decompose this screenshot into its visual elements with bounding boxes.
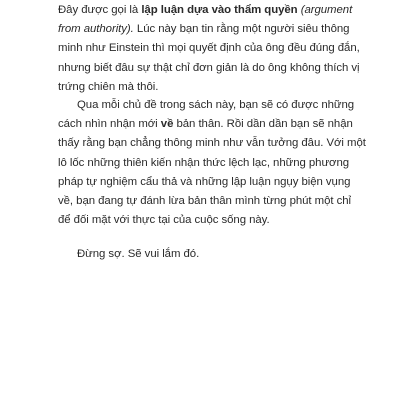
italic-term: (argument: [300, 4, 353, 16]
text-line: để đối mặt với thực tại của cuộc sống này.: [58, 214, 270, 227]
text-line: Đừng sợ. Sẽ vui lắm đó.: [77, 248, 200, 260]
text-line: lô lốc những thiên kiến nhận thức lệch lạc, những phương: [58, 156, 350, 169]
text-line: [58, 1, 353, 20]
text-line: về, bạn đang tự đánh lừa bản thân mình từng phút một chỉ: [58, 195, 352, 208]
text-line: minh như Einstein thì mọi quyết định của ông đều đúng đắn,: [58, 42, 360, 55]
paragraph-authority: [58, 1, 360, 97]
text-run: Lúc này bạn tin rằng một người siêu thông: [133, 23, 350, 36]
text-line: thấy rằng bạn chẳng thông minh như vẫn tưởng đâu. Với một: [58, 137, 366, 150]
paragraph-closing: [58, 245, 348, 264]
text-run: Đây được gọi là: [58, 4, 142, 16]
text-run: cách nhìn nhận mới: [58, 118, 161, 131]
text-run: bản thân. Rồi dần dần bạn sẽ nhận: [173, 118, 353, 131]
paragraph-topics: [58, 96, 366, 230]
bold-term: lập luận dựa vào thẩm quyền: [141, 4, 298, 16]
text-line: nhưng biết đâu sự thật chỉ đơn giản là do ông không thích vị: [58, 61, 360, 74]
italic-term: from authority).: [58, 23, 134, 36]
text-line: [58, 20, 348, 39]
text-line: [58, 115, 353, 134]
bold-term: về: [160, 118, 174, 131]
text-line: pháp tự nghiệm cẩu thả và những lập luận ngụy biện vụng: [58, 175, 351, 188]
text-line: Qua mỗi chủ đề trong sách này, bạn sẽ có được những: [77, 99, 355, 111]
text-line: trứng chiên mà thôi.: [58, 80, 159, 93]
